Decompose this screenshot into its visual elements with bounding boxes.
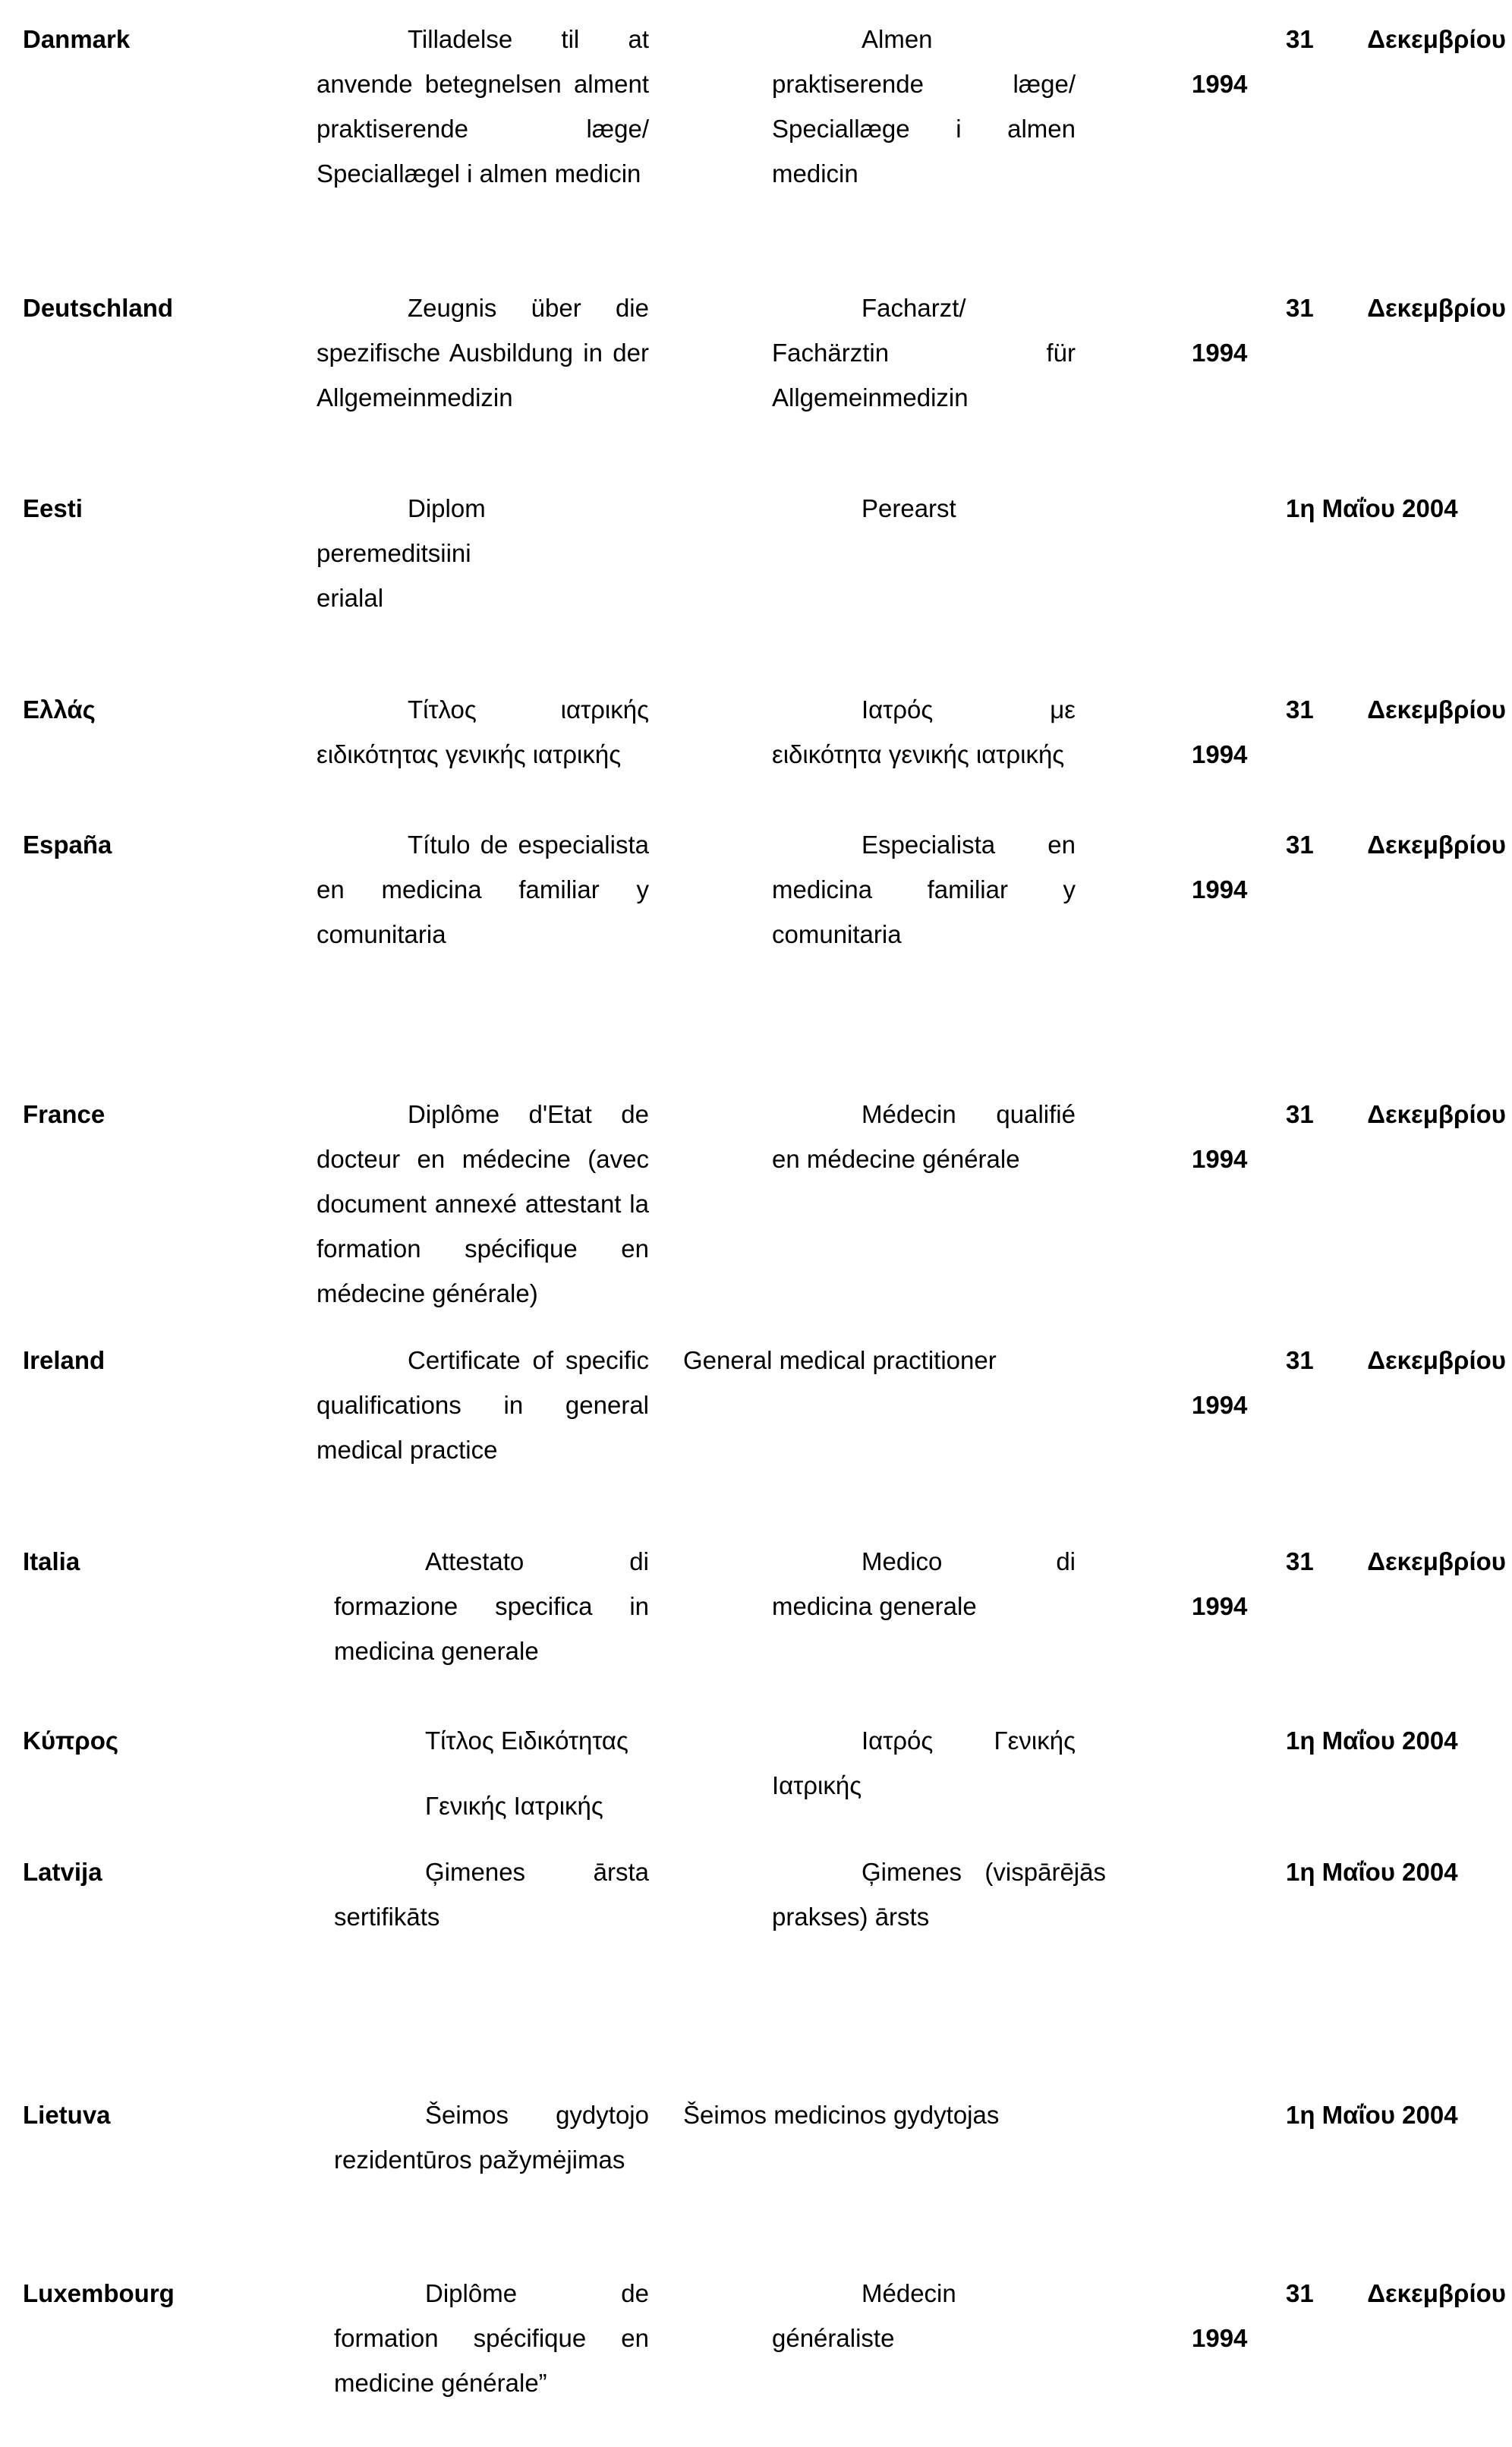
date-year: 1994 [1192,875,1248,903]
date-day: 31 [1286,1346,1314,1374]
country-name: France [23,1100,106,1128]
diploma-title: Attestato di formazione specifica in medicina generale [334,1547,649,1665]
reference-date [1286,822,1506,867]
reference-date [1286,285,1506,330]
date-single: 1η Μαΐου 2004 [1286,494,1458,522]
professional-title: Facharzt/ Fachärztin für Allgemeinmedizin [772,294,1076,412]
reference-date [1286,1092,1506,1137]
date-year: 1994 [1192,2324,1248,2352]
date-month: Δεκεμβρίου [1367,831,1506,859]
date-single: 1η Μαΐου 2004 [1286,1726,1458,1755]
date-year: 1994 [1192,1391,1248,1419]
professional-title: General medical practitioner [683,1346,997,1374]
country-name: Deutschland [23,294,174,322]
reference-date [1286,486,1506,531]
date-day: 31 [1286,2279,1314,2307]
country-name: Danmark [23,25,131,53]
country-name: Luxembourg [23,2279,175,2307]
date-day: 31 [1286,1547,1314,1575]
diploma-title: Tilladelse til at anvende betegnelsen alment praktiserende læge/ Speciallægel i almen medicin [317,25,649,188]
diploma-title: Diplom peremeditsiini erialal [317,494,486,612]
diploma-line: Γενικής Ιατρικής [425,1792,603,1820]
date-month: Δεκεμβρίου [1367,1100,1506,1128]
country-name: Latvija [23,1858,102,1886]
diploma-title: Zeugnis über die spezifische Ausbildung in der Allgemeinmedizin [317,294,649,412]
date-day: 31 [1286,294,1314,322]
date-day: 31 [1286,25,1314,53]
reference-date [1286,2271,1506,2316]
date-year: 1994 [1192,339,1248,367]
diploma-title: Título de especialista en medicina familiar y comunitaria [317,831,649,948]
reference-date [1286,1539,1506,1584]
date-year: 1994 [1192,740,1248,768]
diploma-title: Certificate of specific qualifications in general medical practice [317,1346,649,1464]
date-single: 1η Μαΐου 2004 [1286,1858,1458,1886]
date-month: Δεκεμβρίου [1367,695,1506,724]
diploma-title: Diplôme de formation spécifique en medicine générale” [334,2279,649,2397]
diploma-line: Τίτλος Ειδικότητας [425,1726,628,1755]
country-name: España [23,831,112,859]
date-year: 1994 [1192,1592,1248,1620]
date-day: 31 [1286,695,1314,724]
country-name: Κύπρος [23,1726,119,1755]
date-year: 1994 [1192,70,1248,98]
professional-title: Ιατρός Γενικής Ιατρικής [772,1726,1076,1799]
reference-date [1286,17,1506,61]
date-day: 31 [1286,1100,1314,1128]
professional-title: Šeimos medicinos gydytojas [683,2101,1000,2129]
country-name: Italia [23,1547,80,1575]
reference-date [1286,1718,1506,1763]
professional-title: Perearst [862,494,956,522]
country-name: Lietuva [23,2101,111,2129]
professional-title: Medico di medicina generale [772,1547,1076,1620]
country-name: Ελλάς [23,695,96,724]
reference-date [1286,1849,1506,1894]
country-name: Ireland [23,1346,106,1374]
diploma-title [425,1718,668,1828]
professional-title: Médecin qualifié en médecine générale [772,1100,1076,1173]
date-month: Δεκεμβρίου [1367,2279,1506,2307]
diploma-title: Diplôme d'Etat de docteur en médecine (avec document annexé attestant la formation spécifique en médecine générale) [317,1100,649,1307]
diploma-title: Šeimos gydytojo rezidentūros pažymėjimas [334,2101,649,2174]
date-year: 1994 [1192,1145,1248,1173]
diploma-title: Τίτλος ιατρικής ειδικότητας γενικής ιατρικής [317,695,649,768]
professional-title: Ģimenes (vispārējās prakses) ārsts [772,1858,1106,1931]
date-month: Δεκεμβρίου [1367,25,1506,53]
professional-title: Especialista en medicina familiar y comunitaria [772,831,1076,948]
professional-title: Ιατρός με ειδικότητα γενικής ιατρικής [772,695,1076,768]
date-month: Δεκεμβρίου [1367,1346,1506,1374]
reference-date [1286,2092,1506,2137]
country-name: Eesti [23,494,83,522]
reference-date [1286,687,1506,732]
diploma-title: Ģimenes ārsta sertifikāts [334,1858,649,1931]
reference-date [1286,1338,1506,1383]
professional-title: Médecin généraliste [772,2279,956,2352]
date-month: Δεκεμβρίου [1367,294,1506,322]
date-month: Δεκεμβρίου [1367,1547,1506,1575]
date-day: 31 [1286,831,1314,859]
professional-title: Almen praktiserende læge/ Speciallæge i almen medicin [772,25,1076,188]
date-single: 1η Μαΐου 2004 [1286,2101,1458,2129]
